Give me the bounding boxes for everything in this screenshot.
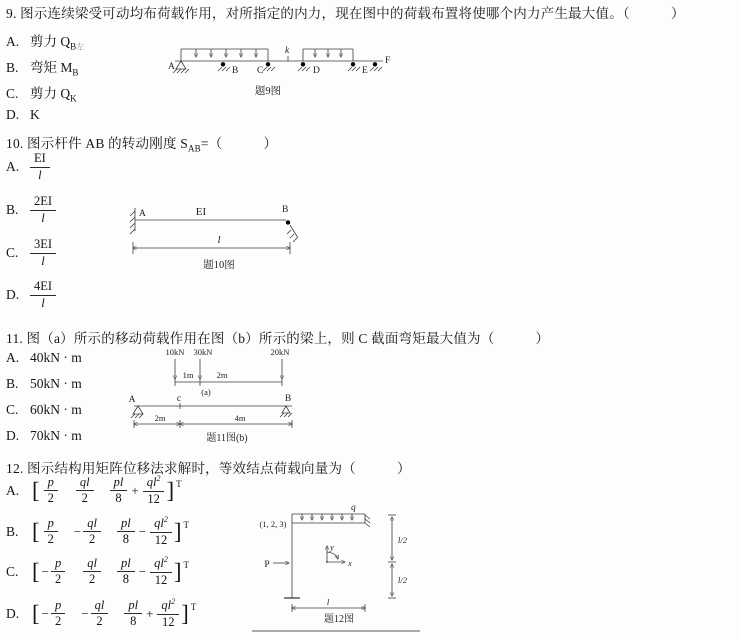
open-bracket: [ bbox=[32, 559, 40, 585]
length-dimension bbox=[133, 242, 290, 254]
label-a: A bbox=[139, 209, 146, 219]
support-label-c: C bbox=[257, 66, 264, 76]
frac-num bbox=[150, 556, 172, 573]
frac-num: pl bbox=[117, 517, 135, 533]
vector-frac-1 bbox=[44, 476, 58, 507]
option-text: 40kN · m bbox=[30, 350, 82, 365]
figure-caption: 题11图(b) bbox=[206, 433, 248, 444]
q9-figure bbox=[163, 42, 433, 98]
support-label-d: D bbox=[313, 66, 320, 76]
vector-frac-4 bbox=[150, 556, 172, 588]
q11-option-d[interactable] bbox=[6, 428, 82, 444]
option-letter: A. bbox=[6, 34, 20, 49]
frac-den: 2 bbox=[55, 572, 62, 587]
frame-members bbox=[284, 523, 365, 598]
dim-2m-a: 2m bbox=[216, 370, 228, 380]
support-label-e: E bbox=[362, 66, 368, 76]
frac-num: pl bbox=[124, 599, 142, 615]
transpose-mark: T bbox=[190, 601, 197, 612]
q12-header-text: 12. 图示结构用矩阵位移法求解时，等效结点荷载向量为（ ） bbox=[6, 461, 411, 476]
dim-1m: 1m bbox=[182, 370, 194, 380]
fraction bbox=[30, 238, 56, 269]
frac-num: pl bbox=[117, 557, 135, 573]
open-bracket: [ bbox=[32, 519, 40, 545]
frac-num: ql bbox=[76, 476, 94, 492]
distributed-load-right bbox=[303, 49, 353, 61]
transpose-mark: T bbox=[183, 559, 189, 570]
fraction-numerator: 4EI bbox=[30, 280, 56, 296]
option-letter: B. bbox=[6, 60, 19, 75]
roller-support-b bbox=[218, 62, 230, 71]
frac-den: 2 bbox=[55, 614, 62, 629]
support-label-a: A bbox=[168, 62, 175, 72]
force-p-label: P bbox=[264, 560, 270, 570]
frac-den: 8 bbox=[122, 572, 129, 587]
figure-caption: 题12图 bbox=[324, 614, 354, 625]
q9-option-c[interactable] bbox=[6, 82, 77, 104]
q10-option-c[interactable] bbox=[6, 238, 56, 269]
frac-num: ql bbox=[83, 557, 101, 573]
option-letter: C. bbox=[6, 86, 19, 101]
frac-den: 12 bbox=[162, 614, 175, 629]
fraction bbox=[30, 195, 56, 226]
transpose-mark: T bbox=[183, 519, 189, 530]
frac-num: p bbox=[51, 557, 65, 573]
option-letter: D. bbox=[6, 107, 20, 122]
subfigure-a-tag: (a) bbox=[201, 387, 211, 397]
q10-header bbox=[6, 132, 277, 154]
vector-frac-1 bbox=[51, 599, 65, 630]
support-label-f: F bbox=[385, 56, 391, 66]
coordinate-axes bbox=[326, 546, 345, 563]
frac-den: 2 bbox=[89, 572, 96, 587]
dim-l-half-top: l/2 bbox=[398, 535, 407, 545]
sign-2: − bbox=[81, 605, 89, 621]
label-ei: EI bbox=[195, 206, 207, 218]
roller-support-d bbox=[298, 62, 310, 71]
frac-num-base: ql bbox=[154, 556, 164, 571]
vector-frac-3 bbox=[117, 517, 135, 548]
figure-caption: 题9图 bbox=[254, 86, 282, 97]
frac-num-base: ql bbox=[146, 475, 157, 490]
roller-support-c bbox=[263, 62, 275, 71]
q10-option-a[interactable] bbox=[6, 152, 50, 183]
frac-num-exp: 2 bbox=[171, 597, 176, 606]
frac-den: 2 bbox=[96, 614, 103, 629]
label-c: c bbox=[176, 394, 182, 404]
operator: − bbox=[138, 523, 147, 539]
frac-den: 12 bbox=[154, 532, 168, 547]
q10-option-b[interactable] bbox=[6, 195, 56, 226]
transpose-mark: T bbox=[176, 478, 182, 489]
fraction-denominator: l bbox=[41, 295, 45, 310]
q12-option-d[interactable] bbox=[6, 598, 196, 630]
fraction-denominator: l bbox=[38, 167, 42, 182]
sign-1: − bbox=[41, 605, 50, 621]
sign-2: − bbox=[73, 523, 82, 539]
option-subscript: B bbox=[70, 41, 77, 52]
frac-den: 12 bbox=[147, 491, 160, 506]
dim-4m: 4m bbox=[234, 413, 246, 423]
fixed-wall-a bbox=[130, 208, 135, 234]
q10-figure bbox=[113, 193, 328, 278]
frac-den: 8 bbox=[130, 614, 137, 629]
node-dof-label: (1, 2, 3) bbox=[259, 519, 287, 529]
load-q-label: q bbox=[351, 503, 356, 513]
q11-header-text: 11. 图（a）所示的移动荷载作用在图（b）所示的梁上，则 C 截面弯矩最大值为（ ） bbox=[6, 331, 550, 346]
frac-den: 12 bbox=[154, 572, 168, 587]
option-text: 70kN · m bbox=[30, 428, 82, 443]
vector-frac-1 bbox=[51, 557, 65, 588]
q12-header bbox=[6, 457, 411, 477]
frac-den: 2 bbox=[47, 491, 54, 506]
frac-num: p bbox=[44, 476, 58, 492]
fraction-denominator: l bbox=[41, 253, 45, 268]
point-k-label: k bbox=[285, 46, 290, 56]
support-label-b: B bbox=[232, 66, 239, 76]
q10-option-d[interactable] bbox=[6, 280, 56, 311]
option-letter: C. bbox=[6, 245, 19, 261]
vector-frac-2 bbox=[83, 557, 101, 588]
fraction bbox=[30, 280, 56, 311]
q9-option-a[interactable] bbox=[6, 30, 84, 53]
label-b: B bbox=[282, 205, 289, 215]
frac-den: 2 bbox=[89, 532, 96, 547]
vector-frac-3 bbox=[117, 557, 135, 588]
option-subscript: B bbox=[72, 67, 79, 78]
q11-option-c[interactable] bbox=[6, 402, 82, 418]
q9-option-d[interactable] bbox=[6, 107, 40, 123]
operator: − bbox=[138, 563, 147, 579]
q11-option-a[interactable] bbox=[6, 350, 82, 366]
option-letter: B. bbox=[6, 376, 19, 391]
frac-num bbox=[150, 516, 172, 533]
frac-num-exp: 2 bbox=[163, 515, 168, 524]
q12-option-c[interactable] bbox=[6, 556, 189, 588]
option-letter: D. bbox=[6, 428, 20, 443]
frac-num-exp: 2 bbox=[163, 555, 168, 564]
vector-frac-3 bbox=[124, 599, 142, 630]
fraction-numerator: 3EI bbox=[30, 238, 56, 254]
label-a: A bbox=[128, 395, 136, 405]
roller-support-f bbox=[370, 62, 382, 71]
close-bracket: ] bbox=[166, 478, 175, 504]
label-length: l bbox=[217, 234, 221, 246]
roller-support-b bbox=[280, 406, 292, 417]
pin-support-a bbox=[131, 406, 143, 418]
option-text: 60kN · m bbox=[30, 402, 82, 417]
fraction-numerator: EI bbox=[30, 152, 50, 168]
axis-x-label: x bbox=[348, 558, 352, 568]
option-letter: D. bbox=[6, 605, 20, 621]
option-letter: A. bbox=[6, 159, 20, 175]
option-text: 弯矩 M bbox=[30, 60, 73, 75]
q9-header-text: 9. 图示连续梁受可动均布荷载作用，对所指定的内力，现在图中的荷载布置将使哪个内力产生最大值。（ ） bbox=[6, 6, 685, 21]
option-letter: C. bbox=[6, 402, 19, 417]
frac-den: 2 bbox=[47, 532, 54, 547]
vector-frac-4 bbox=[143, 475, 165, 507]
close-bracket: ] bbox=[173, 559, 182, 585]
open-bracket: [ bbox=[32, 478, 40, 504]
q10-header-tail: =（ ） bbox=[200, 136, 278, 151]
q12-option-b[interactable] bbox=[6, 516, 189, 548]
option-letter: B. bbox=[6, 202, 19, 218]
frac-num-base: ql bbox=[161, 598, 172, 613]
fraction-numerator: 2EI bbox=[30, 195, 56, 211]
q12-option-a[interactable] bbox=[6, 475, 182, 507]
vector-frac-2 bbox=[83, 517, 101, 548]
roller-support-e bbox=[348, 62, 360, 71]
load-label-10kn: 10kN bbox=[165, 347, 185, 357]
vector-frac-4 bbox=[157, 598, 179, 630]
vector-frac-3 bbox=[110, 476, 128, 507]
close-bracket: ] bbox=[181, 601, 189, 627]
fixed-support-right bbox=[365, 515, 370, 527]
option-text: 剪力 Q bbox=[30, 34, 71, 49]
frac-num: p bbox=[44, 517, 58, 533]
option-text: 剪力 Q bbox=[30, 86, 71, 101]
frac-num bbox=[157, 598, 179, 615]
q12-figure bbox=[252, 488, 428, 638]
q11-option-b[interactable] bbox=[6, 376, 82, 392]
q9-option-b[interactable] bbox=[6, 56, 78, 78]
dim-l-half-bottom: l/2 bbox=[398, 575, 407, 585]
vector-frac-2 bbox=[76, 476, 94, 507]
option-subnote: 左 bbox=[76, 42, 85, 52]
frac-num: p bbox=[51, 599, 65, 615]
pin-support-a bbox=[173, 61, 189, 73]
vector-frac-1 bbox=[44, 517, 58, 548]
vector-frac-2 bbox=[91, 599, 109, 630]
option-letter: B. bbox=[6, 523, 19, 539]
distributed-load-left bbox=[181, 49, 268, 61]
option-letter: A. bbox=[6, 350, 20, 365]
option-letter: D. bbox=[6, 287, 20, 303]
operator: + bbox=[146, 605, 154, 621]
frac-den: 2 bbox=[81, 491, 88, 506]
frac-num: ql bbox=[91, 599, 109, 615]
distributed-load-q bbox=[292, 514, 365, 523]
fraction-denominator: l bbox=[41, 210, 45, 225]
hinged-roller-b bbox=[286, 220, 298, 242]
frac-num-base: ql bbox=[154, 516, 164, 531]
option-letter: A. bbox=[6, 482, 20, 498]
option-letter: C. bbox=[6, 563, 19, 579]
fraction bbox=[30, 152, 50, 183]
frac-den: 8 bbox=[115, 491, 122, 506]
close-bracket: ] bbox=[173, 519, 182, 545]
frac-num: pl bbox=[110, 476, 128, 492]
operator: + bbox=[131, 482, 139, 498]
q11-figure bbox=[122, 344, 322, 446]
load-label-20kn: 20kN bbox=[270, 347, 290, 357]
dim-l-label: l bbox=[326, 597, 330, 607]
q10-header-subscript: AB bbox=[187, 143, 201, 154]
frac-den: 8 bbox=[122, 532, 129, 547]
option-text: 50kN · m bbox=[30, 376, 82, 391]
option-text: K bbox=[30, 107, 40, 122]
q10-header-text: 10. 图示杆件 AB 的转动刚度 S bbox=[6, 136, 188, 151]
load-label-30kn: 30kN bbox=[193, 347, 213, 357]
frac-num-exp: 2 bbox=[156, 474, 161, 483]
frac-num bbox=[143, 475, 165, 492]
option-subscript: K bbox=[70, 93, 77, 104]
axis-y-label: y bbox=[330, 542, 334, 552]
frac-num: ql bbox=[83, 517, 101, 533]
figure-caption: 题10图 bbox=[203, 260, 235, 271]
height-dimension bbox=[388, 515, 396, 598]
vector-frac-4 bbox=[150, 516, 172, 548]
label-b: B bbox=[284, 394, 292, 404]
dim-2m-b: 2m bbox=[154, 413, 166, 423]
sign-1: − bbox=[41, 563, 50, 579]
open-bracket: [ bbox=[32, 601, 40, 627]
q9-header bbox=[6, 2, 685, 22]
